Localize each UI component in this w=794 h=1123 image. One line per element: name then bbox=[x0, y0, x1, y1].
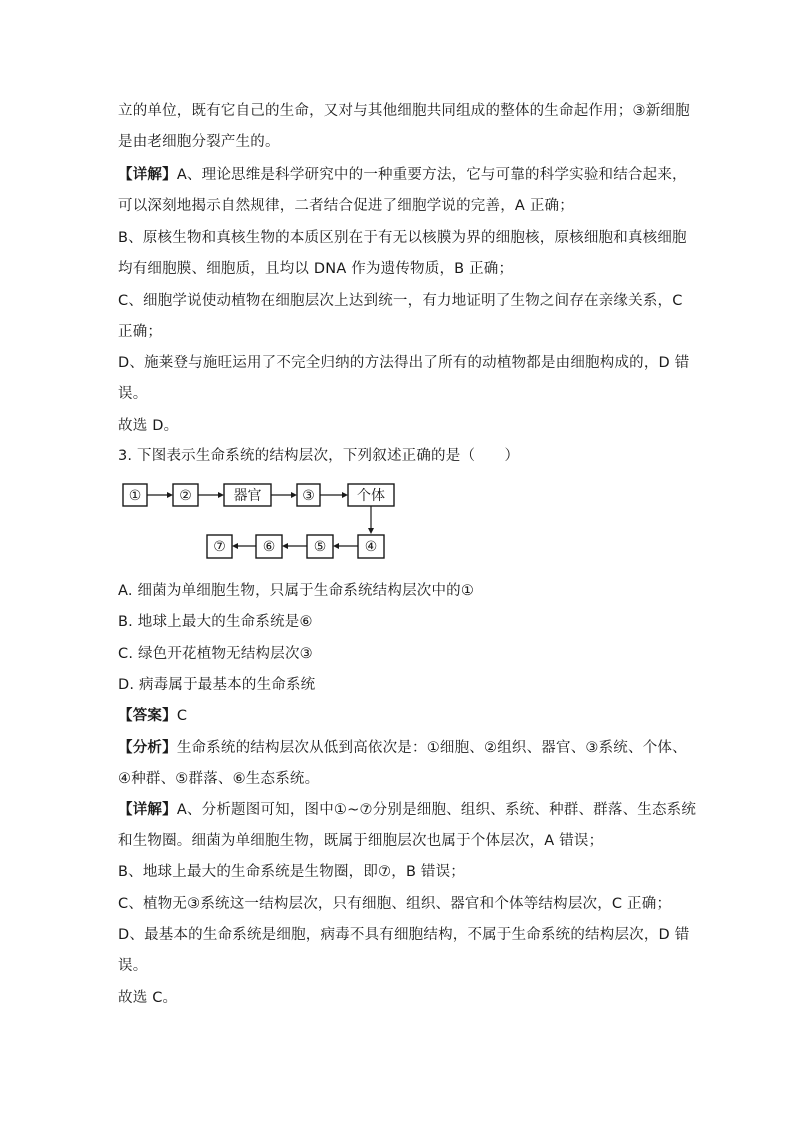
detail-text: A、理论思维是科学研究中的一种重要方法，它与可靠的科学实验和结合起来， bbox=[176, 167, 687, 183]
answer-line bbox=[118, 706, 187, 726]
text-line: B、原核生物和真核生物的本质区别在于有无以核膜为界的细胞核，原核细胞和真核细胞 bbox=[118, 230, 687, 246]
text-line: 立的单位，既有它自己的生命，又对与其他细胞共同组成的整体的生命起作用；③新细胞 bbox=[118, 103, 690, 119]
text-line: 故选 D。 bbox=[118, 418, 179, 434]
text-line: 可以深刻地揭示自然规律，二者结合促进了细胞学说的完善，A 正确； bbox=[118, 198, 574, 214]
option-b: B. 地球上最大的生命系统是⑥ bbox=[118, 614, 313, 630]
arrow-head bbox=[282, 543, 288, 549]
text-line: B、地球上最大的生命系统是生物圈，即⑦，B 错误； bbox=[118, 864, 466, 880]
box-2-label: ② bbox=[179, 488, 192, 504]
text-line: C、植物无③系统这一结构层次，只有细胞、组织、器官和个体等结构层次，C 正确； bbox=[118, 896, 672, 912]
box-1-label: ① bbox=[128, 488, 142, 504]
option-d: D. 病毒属于最基本的生命系统 bbox=[118, 677, 316, 693]
box-6-label: ⑥ bbox=[262, 539, 276, 555]
text-line: ④种群、⑤群落、⑥生态系统。 bbox=[118, 771, 320, 787]
option-c: C. 绿色开花植物无结构层次③ bbox=[118, 646, 313, 662]
text-line: 是由老细胞分裂产生的。 bbox=[118, 134, 280, 150]
text-line: D、施莱登与施旺运用了不完全归纳的方法得出了所有的动植物都是由细胞构成的，D 错 bbox=[118, 355, 690, 371]
row2 bbox=[207, 535, 384, 558]
text-line: 均有细胞膜、细胞质，且均以 DNA 作为遗传物质，B 正确； bbox=[118, 261, 514, 277]
arrow-head bbox=[167, 492, 173, 498]
text-line: 误。 bbox=[118, 386, 148, 402]
text-line: 故选 C。 bbox=[118, 990, 178, 1006]
answer-label: 【答案】 bbox=[118, 708, 177, 724]
detail-text: A、分析题图可知，图中①~⑦分别是细胞、组织、系统、种群、群落、生态系统 bbox=[176, 802, 697, 818]
box-5-label: ⑤ bbox=[313, 539, 327, 555]
answer-value: C bbox=[176, 708, 188, 724]
question-stem: 3. 下图表示生命系统的结构层次，下列叙述正确的是（ ） bbox=[118, 448, 520, 464]
box-individual-label: 个体 bbox=[357, 488, 385, 504]
arrow-head bbox=[218, 492, 224, 498]
box-4-label: ④ bbox=[364, 539, 378, 555]
box-7-label: ⑦ bbox=[213, 539, 226, 555]
analysis-line bbox=[118, 738, 687, 758]
text-line: 正确； bbox=[118, 324, 163, 340]
text-line bbox=[118, 165, 687, 185]
arrow-head bbox=[232, 543, 238, 549]
box-3-label: ③ bbox=[302, 488, 315, 504]
arrow-head bbox=[333, 543, 339, 549]
analysis-text: 生命系统的结构层次从低到高依次是：①细胞、②组织、器官、③系统、个体、 bbox=[176, 740, 687, 756]
arrow-head bbox=[291, 492, 297, 498]
life-system-levels-diagram bbox=[118, 478, 398, 568]
text-line: D、最基本的生命系统是细胞，病毒不具有细胞结构，不属于生命系统的结构层次，D 错 bbox=[118, 927, 690, 943]
box-organ-label: 器官 bbox=[233, 488, 262, 504]
detail-line bbox=[118, 800, 696, 820]
detail-label: 【详解】 bbox=[118, 167, 177, 183]
option-a: A. 细菌为单细胞生物，只属于生命系统结构层次中的① bbox=[118, 583, 475, 599]
row1 bbox=[123, 484, 394, 534]
analysis-label: 【分析】 bbox=[118, 740, 177, 756]
text-line: 和生物圈。细菌为单细胞生物，既属于细胞层次也属于个体层次，A 错误； bbox=[118, 833, 604, 849]
text-line: C、细胞学说使动植物在细胞层次上达到统一，有力地证明了生物之间存在亲缘关系，C bbox=[118, 293, 683, 309]
arrow-head bbox=[342, 492, 348, 498]
detail-label: 【详解】 bbox=[118, 802, 177, 818]
arrow-head bbox=[368, 528, 374, 534]
text-line: 误。 bbox=[118, 958, 148, 974]
